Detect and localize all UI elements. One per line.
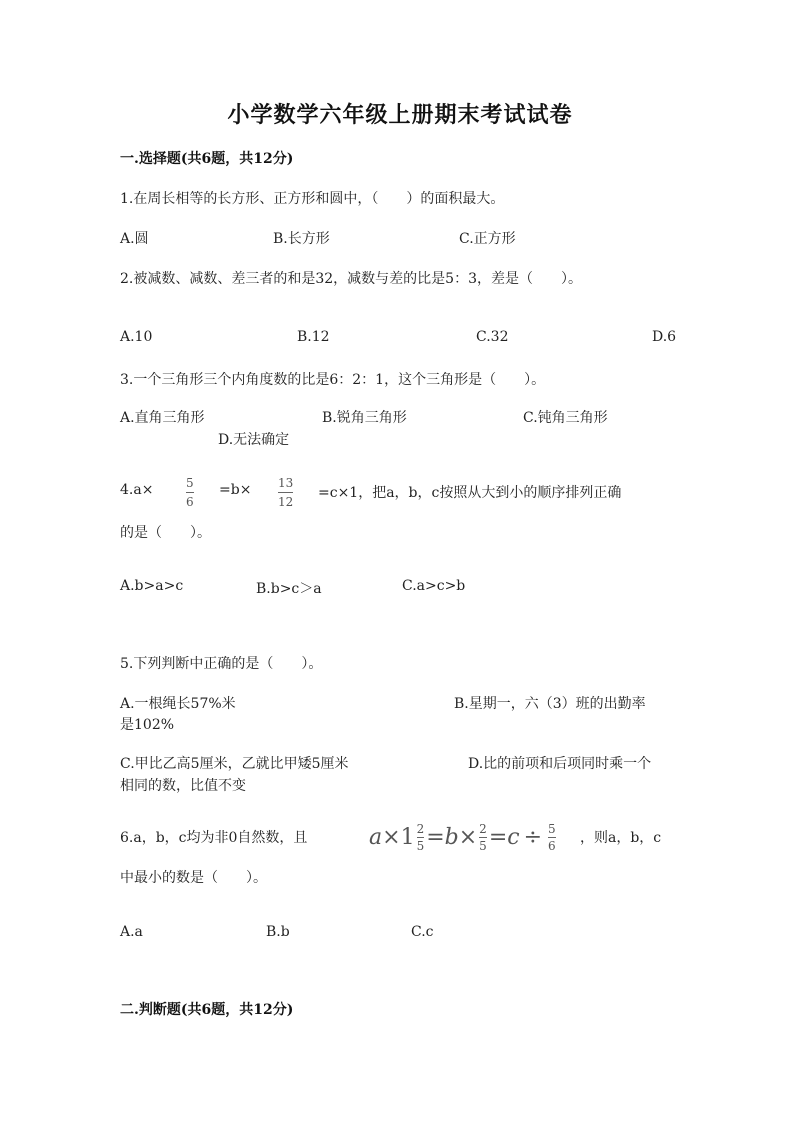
fraction-bar [548,837,556,838]
question-4-text-mid: =b× [219,482,252,498]
fraction-bar [417,837,425,838]
question-6-equation [369,820,558,854]
equation-divide: ÷ [523,824,543,850]
question-3-option-a: A.直角三角形 [120,410,205,426]
question-4-option-a: A.b>a>c [120,578,184,594]
question-4-option-c: C.a>c>b [402,578,466,594]
fraction-denominator: 6 [548,838,556,853]
question-2-option-d: D.6 [652,329,677,345]
question-1-text: 1.在周长相等的长方形、正方形和圆中，（ ）的面积最大。 [120,191,505,207]
question-5-option-b: B.星期一，六（3）班的出勤率 [454,696,646,712]
question-1-option-a: A.圆 [120,231,149,247]
question-4-option-b: B.b>c＞a [256,581,322,597]
equation-var-b: b [444,824,459,850]
section-heading-judgment: 二.判断题(共6题，共12分) [120,1002,294,1018]
section-heading-choice: 一.选择题(共6题，共12分) [120,151,294,167]
fraction-bar [186,492,194,493]
question-2-option-b: B.12 [297,329,330,345]
equation-times: × [458,824,478,850]
question-6-text-start: 6.a，b，c均为非0自然数，且 [120,830,308,846]
page-title: 小学数学六年级上册期末考试试卷 [227,102,573,128]
equation-fraction-1 [417,823,425,852]
question-4-text-line2: 的是（ ）。 [120,525,211,541]
question-1-option-c: C.正方形 [459,231,516,247]
equation-var-a: a [369,824,383,850]
question-5-option-c-wrap: 相同的数，比值不变 [120,778,246,794]
fraction-numerator: 5 [548,821,556,836]
equation-var-c: c [507,824,520,850]
question-4-fraction-1 [186,477,194,508]
question-3-text: 3.一个三角形三个内角度数的比是6：2：1，这个三角形是（ ）。 [120,372,546,388]
question-2-option-c: C.32 [476,329,509,345]
fraction-numerator: 2 [479,821,487,836]
question-3-option-d: D.无法确定 [218,432,290,448]
question-6-option-a: A.a [120,924,143,940]
question-4-text-end: =c×1，把a，b，c按照从大到小的顺序排列正确 [318,485,622,501]
fraction-bar [278,492,293,493]
question-4-text-start: 4.a× [120,482,154,498]
question-5-text: 5.下列判断中正确的是（ ）。 [120,656,323,672]
equation-times: × [382,824,401,850]
fraction-denominator: 12 [278,495,294,509]
fraction-denominator: 6 [186,495,194,509]
fraction-numerator: 13 [278,476,294,490]
equation-equals: = [426,824,445,850]
question-5-option-a-wrap: 是102% [120,717,175,733]
fraction-numerator: 5 [186,476,194,490]
question-6-text-line2: 中最小的数是（ ）。 [120,870,267,886]
question-5-option-c: C.甲比乙高5厘米，乙就比甲矮5厘米 [120,756,349,772]
question-2-text: 2.被减数、减数、差三者的和是32，减数与差的比是5：3，差是（ ）。 [120,271,582,287]
fraction-numerator: 2 [416,821,425,836]
equation-whole: 1 [400,824,415,850]
question-1-option-b: B.长方形 [273,231,330,247]
equation-fraction-2 [479,823,487,852]
equation-fraction-3 [548,823,556,852]
equation-equals: = [488,824,508,850]
fraction-denominator: 5 [479,838,487,853]
question-3-option-c: C.钝角三角形 [523,410,608,426]
question-5-option-d: D.比的前项和后项同时乘一个 [468,756,652,772]
question-4-fraction-2 [278,477,293,508]
fraction-denominator: 5 [416,838,425,853]
question-6-option-b: B.b [266,924,290,940]
question-3-option-b: B.锐角三角形 [322,410,407,426]
question-6-option-c: C.c [411,924,434,940]
question-6-text-end: ，则a，b，c [580,830,662,846]
question-2-option-a: A.10 [120,329,153,345]
question-5-option-a: A.一根绳长57%米 [120,696,236,712]
fraction-bar [479,837,487,838]
